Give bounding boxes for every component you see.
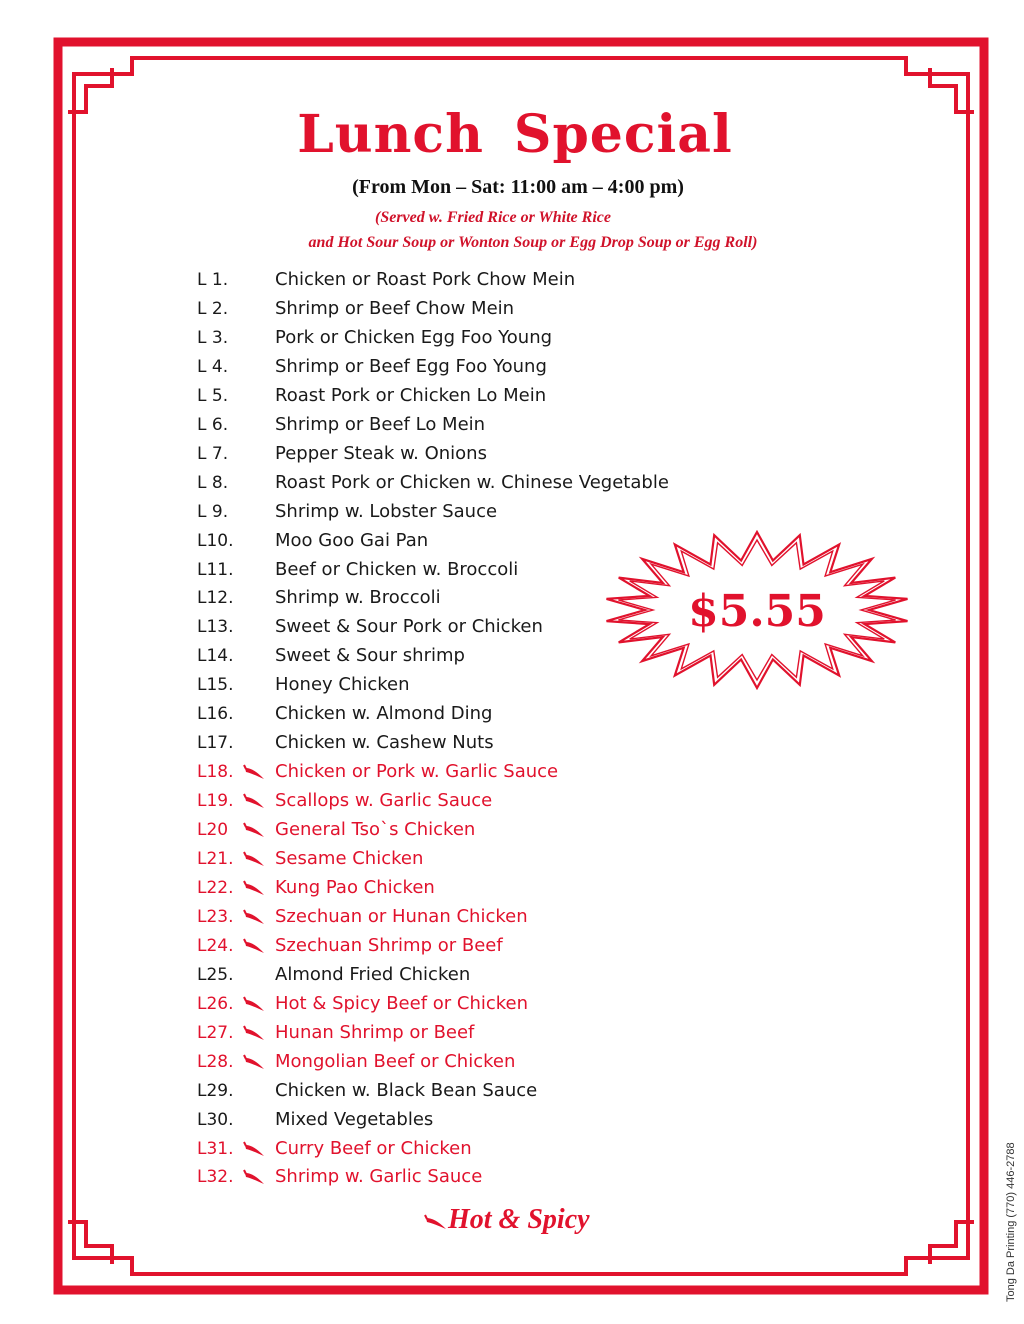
menu-item-name: General Tso`s Chicken xyxy=(275,819,476,841)
menu-item-code: L 2. xyxy=(197,298,229,319)
title-word-lunch: Lunch xyxy=(297,104,484,165)
menu-item-code: L21. xyxy=(197,849,234,869)
menu-item-code: L27. xyxy=(197,1022,234,1043)
menu-item xyxy=(0,413,720,441)
spicy-legend xyxy=(420,1204,660,1240)
menu-item-code: L25. xyxy=(197,964,234,985)
legend-label: Hot & Spicy xyxy=(448,1204,590,1235)
menu-item-code: L24. xyxy=(197,935,234,956)
chili-pepper-icon xyxy=(243,849,267,869)
menu-item-name: Sweet & Sour Pork or Chicken xyxy=(275,616,543,638)
menu-item-code: L30. xyxy=(197,1109,234,1130)
chili-pepper-icon xyxy=(243,878,267,898)
menu-item-name: Pork or Chicken Egg Foo Young xyxy=(275,326,553,348)
menu-item xyxy=(0,702,720,730)
menu-item-name: Mixed Vegetables xyxy=(275,1108,434,1130)
title-word-special: Special xyxy=(513,104,733,165)
price-label: $5.55 xyxy=(688,586,826,637)
chili-pepper-icon xyxy=(243,907,267,927)
menu-item xyxy=(0,963,720,991)
menu-item-code: L11. xyxy=(197,559,234,580)
menu-item-name: Chicken w. Almond Ding xyxy=(275,703,493,725)
menu-item-code: L18. xyxy=(197,762,234,783)
menu-item xyxy=(0,1165,720,1193)
soup-options-note: and Hot Sour Soup or Wonton Soup or Egg Drop Soup or Egg Roll) xyxy=(308,234,758,251)
menu-item xyxy=(0,384,720,412)
menu-item-name: Pepper Steak w. Onions xyxy=(275,442,487,464)
menu-item-name: Curry Beef or Chicken xyxy=(275,1137,472,1159)
chili-pepper-icon xyxy=(243,994,267,1014)
menu-item xyxy=(0,731,720,759)
menu-item-code: L 3. xyxy=(197,327,229,348)
menu-item-name: Chicken w. Cashew Nuts xyxy=(275,732,494,754)
menu-item-name: Scallops w. Garlic Sauce xyxy=(275,790,493,812)
menu-item-name: Moo Goo Gai Pan xyxy=(275,529,429,551)
menu-item xyxy=(0,297,720,325)
menu-item xyxy=(0,1108,720,1136)
menu-item-code: L29. xyxy=(197,1080,234,1101)
menu-item-code: L31. xyxy=(197,1138,234,1159)
menu-item xyxy=(0,1050,720,1078)
menu-item-name: Shrimp w. Broccoli xyxy=(275,587,441,609)
menu-item xyxy=(0,934,720,962)
menu-item-name: Shrimp or Beef Egg Foo Young xyxy=(275,355,547,377)
menu-item-code: L32. xyxy=(197,1167,234,1188)
menu-item xyxy=(0,268,720,296)
menu-item-code: L 4. xyxy=(197,356,229,377)
printer-credit: Tong Da Printing (770) 446-2788 xyxy=(1005,1142,1017,1302)
chili-pepper-icon xyxy=(243,1167,267,1187)
menu-item-name: Sesame Chicken xyxy=(275,848,424,869)
menu-item-code: L26. xyxy=(197,993,234,1014)
menu-item-name: Hunan Shrimp or Beef xyxy=(275,1021,475,1043)
chili-pepper-icon xyxy=(243,1052,267,1072)
chili-pepper-icon xyxy=(424,1210,450,1232)
menu-item-code: L12. xyxy=(197,588,234,609)
menu-item xyxy=(0,760,720,788)
menu-item-name: Beef or Chicken w. Broccoli xyxy=(275,558,519,580)
menu-item-code: L15. xyxy=(197,675,234,696)
menu-item-code: L23. xyxy=(197,906,234,927)
menu-item-code: L 1. xyxy=(197,270,229,290)
menu-item xyxy=(0,905,720,933)
menu-item-name: Roast Pork or Chicken w. Chinese Vegetable xyxy=(275,471,669,493)
menu-item xyxy=(0,442,720,470)
menu-item xyxy=(0,326,720,354)
menu-item xyxy=(0,818,720,846)
menu-item xyxy=(0,1079,720,1107)
menu-item-name: Shrimp w. Garlic Sauce xyxy=(275,1166,483,1188)
menu-item-code: L 6. xyxy=(197,414,229,435)
menu-item-name: Chicken or Roast Pork Chow Mein xyxy=(275,269,576,290)
menu-item-code: L10. xyxy=(197,530,234,551)
menu-item-code: L17. xyxy=(197,733,234,754)
menu-item xyxy=(0,500,720,528)
chili-pepper-icon xyxy=(243,1139,267,1159)
serving-hours: (From Mon – Sat: 11:00 am – 4:00 pm) xyxy=(352,176,684,198)
menu-item-code: L20 xyxy=(197,820,229,841)
menu-item xyxy=(0,789,720,817)
menu-item xyxy=(0,471,720,499)
menu-item xyxy=(0,876,720,904)
menu-item xyxy=(0,1021,720,1049)
menu-item-name: Mongolian Beef or Chicken xyxy=(275,1050,516,1072)
price-starburst xyxy=(603,530,911,690)
menu-item-name: Shrimp or Beef Chow Mein xyxy=(275,297,515,319)
menu-item-code: L28. xyxy=(197,1051,234,1072)
menu-item-name: Roast Pork or Chicken Lo Mein xyxy=(275,384,547,406)
menu-item-name: Honey Chicken xyxy=(275,674,410,696)
menu-item-name: Szechuan Shrimp or Beef xyxy=(275,934,503,956)
menu-item-code: L22. xyxy=(197,877,234,898)
menu-item-name: Szechuan or Hunan Chicken xyxy=(275,905,528,927)
menu-item xyxy=(0,992,720,1020)
chili-pepper-icon xyxy=(243,1023,267,1043)
chili-pepper-icon xyxy=(243,762,267,782)
menu-item-name: Chicken or Pork w. Garlic Sauce xyxy=(275,761,559,783)
chili-pepper-icon xyxy=(243,936,267,956)
chili-pepper-icon xyxy=(243,820,267,840)
served-with-note: (Served w. Fried Rice or White Rice xyxy=(375,209,611,226)
menu-item-code: L 9. xyxy=(197,501,229,522)
menu-item xyxy=(0,1137,720,1165)
menu-item xyxy=(0,847,720,875)
menu-item-code: L13. xyxy=(197,617,234,638)
starburst-shape xyxy=(603,530,911,690)
menu-item-code: L 5. xyxy=(197,385,229,406)
menu-item-name: Chicken w. Black Bean Sauce xyxy=(275,1079,538,1101)
menu-item-name: Shrimp w. Lobster Sauce xyxy=(275,500,498,522)
menu-item-name: Sweet & Sour shrimp xyxy=(275,645,465,667)
menu-item-code: L19. xyxy=(197,791,234,812)
menu-item xyxy=(0,355,720,383)
menu-item-code: L16. xyxy=(197,704,234,725)
menu-item-name: Shrimp or Beef Lo Mein xyxy=(275,413,486,435)
menu-item-code: L 8. xyxy=(197,472,229,493)
menu-item-code: L14. xyxy=(197,646,234,667)
menu-item-name: Almond Fried Chicken xyxy=(275,963,471,985)
chili-pepper-icon xyxy=(243,791,267,811)
menu-item-code: L 7. xyxy=(197,443,229,464)
menu-item-name: Kung Pao Chicken xyxy=(275,876,435,898)
menu-item-name: Hot & Spicy Beef or Chicken xyxy=(275,992,529,1014)
